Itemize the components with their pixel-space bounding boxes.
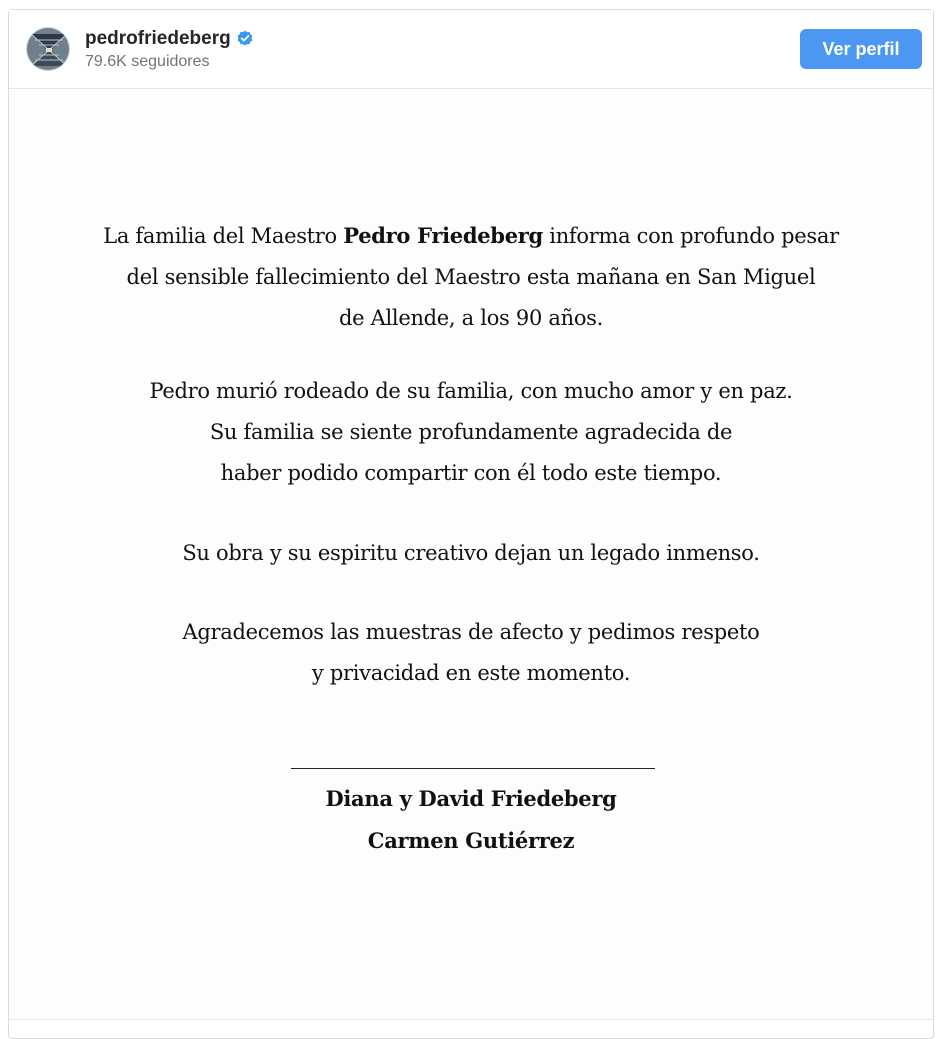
paragraph-3-line-1: Su obra y su espiritu creativo dejan un legado inmenso. bbox=[182, 541, 760, 565]
avatar-artwork-icon bbox=[27, 28, 70, 71]
signature-line-2: Carmen Gutiérrez bbox=[367, 828, 575, 853]
post-header bbox=[9, 10, 933, 89]
instagram-embed-card bbox=[8, 9, 934, 1039]
footer-divider bbox=[9, 1019, 933, 1020]
announcement-paragraph-1 bbox=[9, 215, 933, 339]
announcement-paragraph-2 bbox=[9, 371, 933, 494]
paragraph-2-line-1: Pedro murió rodeado de su familia, con mucho amor y en paz. bbox=[149, 379, 793, 403]
verified-badge-icon bbox=[236, 29, 254, 47]
signature-line-1: Diana y David Friedeberg bbox=[325, 786, 617, 811]
profile-avatar[interactable] bbox=[26, 27, 70, 71]
signature-divider bbox=[291, 768, 655, 769]
paragraph-4-line-1: Agradecemos las muestras de afecto y pedimos respeto bbox=[182, 620, 760, 644]
follower-count: 79.6K seguidores bbox=[85, 53, 210, 70]
paragraph-2-line-2: Su familia se siente profundamente agradecida de bbox=[209, 420, 733, 444]
paragraph-1-line-3: de Allende, a los 90 años. bbox=[338, 306, 604, 330]
signature-block bbox=[9, 778, 933, 862]
post-image[interactable] bbox=[9, 89, 933, 1019]
account-username[interactable] bbox=[85, 28, 254, 50]
paragraph-2-line-3: haber podido compartir con él todo este tiempo. bbox=[220, 461, 722, 485]
announcement-paragraph-3 bbox=[9, 533, 933, 574]
line-1-text-b: informa con profundo pesar bbox=[542, 224, 839, 248]
username-text[interactable]: pedrofriedeberg bbox=[85, 28, 231, 49]
announcement-paragraph-4 bbox=[9, 612, 933, 694]
paragraph-4-line-2: y privacidad en este momento. bbox=[311, 661, 631, 685]
line-1-text-a: La familia del Maestro bbox=[103, 224, 344, 248]
view-profile-button[interactable]: Ver perfil bbox=[800, 29, 922, 69]
paragraph-1-line-1 bbox=[9, 215, 933, 257]
artist-name: Pedro Friedeberg bbox=[343, 223, 543, 248]
paragraph-1-line-2: del sensible fallecimiento del Maestro esta mañana en San Miguel bbox=[126, 265, 816, 289]
